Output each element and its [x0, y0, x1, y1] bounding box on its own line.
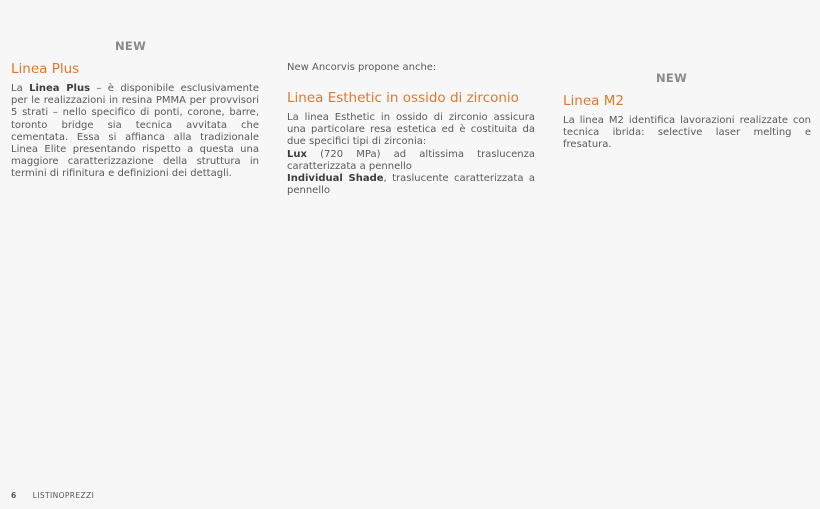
lux-label: Lux [287, 148, 307, 160]
intro-text: New Ancorvis propone anche: [287, 62, 437, 73]
new-badge: NEW [656, 71, 688, 85]
linea-m2-description: La linea M2 identifica lavorazioni realizzate con tecnica ibrida: selective laser melting e fresatura. [563, 115, 811, 151]
linea-plus-title: Linea Plus [11, 61, 80, 77]
linea-esthetic-title: Linea Esthetic in ossido di zirconio [287, 90, 519, 106]
individual-shade-label: Individual Shade [287, 173, 384, 185]
linea-esthetic-description: La linea Esthetic in ossido di zirconio assicura una particolare resa estetica ed è costituita da due specifici tipi di zirconia: [287, 112, 535, 148]
text-run: La [11, 83, 30, 94]
individual-shade-description [287, 173, 535, 197]
linea-plus-bold: Linea Plus [29, 83, 91, 94]
text-run: – è disponibile esclusivamente per le realizzazioni in resina PMMA per provvisori 5 strati – nello specifico di ponti, corone, barre, toronto bridge sia tecnica avvitata che cementata. Essa si affianca alla tradizionale Linea Elite presentando rispetto a questa una maggiore caratterizzazione della struttura in termini di rifinitura e definizioni dei dettagli. [11, 83, 259, 180]
footer-label: LISTINOPREZZI [32, 491, 95, 500]
lux-description [287, 149, 535, 173]
new-badge: NEW [115, 39, 147, 53]
text-run: (720 MPa) ad altissima traslucenza caratterizzata a pennello [287, 148, 535, 172]
linea-m2-section [563, 93, 811, 152]
page-number: 6 [11, 491, 17, 500]
text-run: , traslucente caratterizzata a pennello [287, 173, 535, 197]
linea-plus-section [11, 61, 259, 181]
linea-plus-description [11, 83, 259, 181]
linea-esthetic-section [287, 62, 535, 197]
linea-m2-title: Linea M2 [563, 93, 624, 109]
page-footer [11, 491, 94, 500]
